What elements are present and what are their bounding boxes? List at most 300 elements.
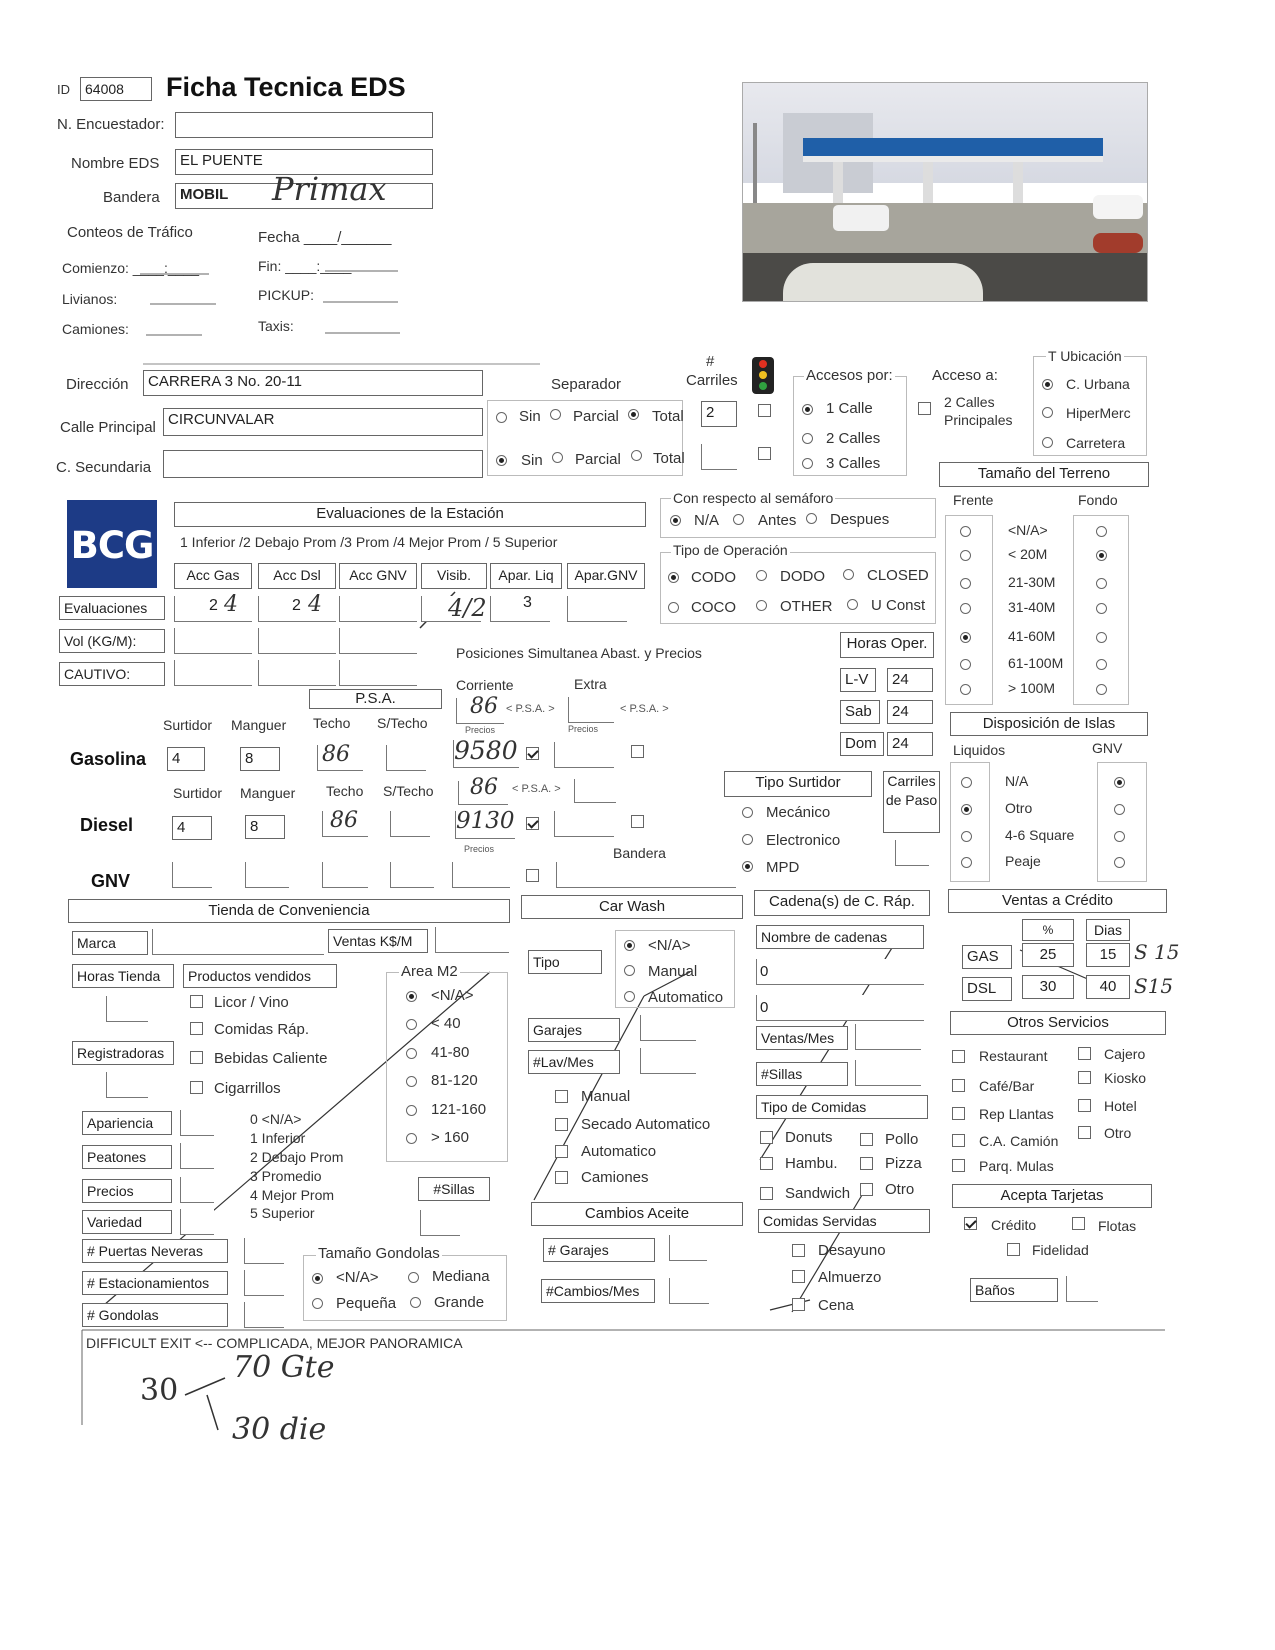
apariencia-field[interactable]	[180, 1110, 214, 1136]
tc-pizza-check[interactable]	[860, 1157, 873, 1170]
gas-corriente-precio-handwritten: 9580	[454, 736, 518, 765]
eval-col-2: Acc GNV	[339, 563, 417, 589]
prod-comidas-check[interactable]	[190, 1022, 203, 1035]
area-radio-0[interactable]	[406, 991, 417, 1002]
cambios-mes-field[interactable]	[669, 1278, 709, 1304]
tienda-marca-field[interactable]	[152, 929, 324, 955]
ubicacion-hipermerc-label: HiperMerc	[1066, 405, 1131, 421]
horas-lv-field[interactable]: 24	[887, 668, 933, 692]
tienda-scale-4: 4 Mejor Prom	[250, 1187, 335, 1203]
acceso-a-check[interactable]	[918, 402, 931, 415]
tc-hambu-label: Hambu.	[785, 1155, 838, 1172]
gnv-check[interactable]	[526, 869, 539, 882]
horas-sab-field[interactable]: 24	[887, 700, 933, 724]
secundaria-parcial-radio[interactable]	[552, 452, 563, 463]
principal-sin-label: Sin	[519, 408, 541, 425]
carriles-label: Carriles	[686, 372, 738, 389]
tarjeta-fidelidad-check[interactable]	[1007, 1243, 1020, 1256]
prod-cigarrillos-check[interactable]	[190, 1081, 203, 1094]
dsl-extra-precio-field[interactable]	[554, 811, 614, 837]
horas-dom-field[interactable]: 24	[887, 732, 933, 756]
area-label-0: <N/A>	[431, 987, 474, 1004]
accesos-3-radio[interactable]	[802, 458, 813, 469]
horas-dom-label: Dom	[840, 732, 884, 756]
carriles-paso-title: Carriles de Paso	[883, 771, 940, 833]
cw-automatico-check[interactable]	[555, 1145, 568, 1158]
nombre-label: Nombre EDS	[71, 155, 160, 172]
srv-restaurant-check[interactable]	[952, 1050, 965, 1063]
srv-camion-check[interactable]	[952, 1134, 965, 1147]
op-uconst-radio[interactable]	[847, 599, 858, 610]
calle-principal-field[interactable]: CIRCUNVALAR	[163, 408, 483, 436]
eval-cell-2-2[interactable]	[339, 660, 417, 686]
calle-secundaria-label: C. Secundaria	[56, 459, 152, 476]
op-coco-label: COCO	[691, 599, 736, 616]
islas-row-label-3: Peaje	[1005, 853, 1041, 869]
gond-na-radio[interactable]	[312, 1273, 323, 1284]
direccion-field[interactable]: CARRERA 3 No. 20-11	[143, 370, 483, 396]
cw-secado-label: Secado Automatico	[581, 1116, 711, 1133]
tienda-ventas-field[interactable]	[435, 927, 509, 953]
gnv-manguer-field[interactable]	[245, 862, 289, 888]
evaluaciones-scale: 1 Inferior /2 Debajo Prom /3 Prom /4 Mejor Prom / 5 Superior	[180, 534, 558, 550]
dsl-surtidor-field[interactable]: 4	[172, 816, 212, 840]
ubicacion-hipermerc-radio[interactable]	[1042, 407, 1053, 418]
surtidor-mpd-label: MPD	[766, 859, 800, 876]
tarjeta-flotas-check[interactable]	[1072, 1217, 1085, 1230]
gnv-label: GNV	[91, 871, 131, 891]
eval-cell-1-2[interactable]	[339, 628, 417, 654]
terreno-frente-radio-3[interactable]	[960, 603, 971, 614]
gnv-techo-field[interactable]	[322, 862, 368, 888]
accesos-title: Accesos por:	[806, 367, 893, 384]
encuestador-label: N. Encuestador:	[57, 116, 165, 133]
srv-mulas-check[interactable]	[952, 1159, 965, 1172]
gas-corriente-psa-tag: < P.S.A. >	[506, 703, 555, 715]
cambios-title: Cambios Aceite	[531, 1202, 743, 1226]
cadena-nombre-2-field[interactable]: 0	[756, 995, 924, 1021]
op-uconst-label: U Const	[871, 597, 926, 614]
camiones-label: Camiones:	[62, 321, 129, 337]
cautivo-row-label: CAUTIVO:	[59, 662, 165, 686]
gas-extra-psa-field[interactable]	[568, 697, 614, 723]
cw-camiones-check[interactable]	[555, 1171, 568, 1184]
eval-cell-2-0[interactable]	[174, 660, 252, 686]
credito-dsl-dias-field[interactable]: 40	[1086, 975, 1130, 999]
gas-manguer-field[interactable]: 8	[240, 747, 280, 771]
lav-mes-field[interactable]	[640, 1048, 696, 1074]
cs-desayuno-check[interactable]	[792, 1244, 805, 1257]
islas-title: Disposición de Islas	[950, 712, 1148, 736]
terreno-frente-radio-5[interactable]	[960, 659, 971, 670]
islas-liq-radio-0[interactable]	[961, 777, 972, 788]
surtidor-mecanico-radio[interactable]	[742, 807, 753, 818]
srv-mulas-label: Parq. Mulas	[979, 1158, 1054, 1174]
nombre-field[interactable]: EL PUENTE	[175, 149, 433, 175]
secundaria-sin-label: Sin	[521, 452, 543, 469]
dsl-corriente-precio-handwritten: 9130	[456, 808, 515, 834]
credito-gas-dias-field[interactable]: 15	[1086, 943, 1130, 967]
tipo-surtidor-title: Tipo Surtidor	[724, 771, 872, 797]
terreno-fondo-radio-2[interactable]	[1096, 578, 1107, 589]
semaforo-na-label: N/A	[694, 512, 720, 529]
eval-col-0: Acc Gas	[174, 563, 252, 589]
semaforo-antes-radio[interactable]	[733, 514, 744, 525]
credito-pct-label: %	[1022, 919, 1074, 941]
carwash-manual-radio[interactable]	[624, 965, 635, 976]
estacionamientos-label: # Estacionamientos	[82, 1271, 228, 1295]
terreno-frente-radio-2[interactable]	[960, 578, 971, 589]
credito-dsl-pct-field[interactable]: 30	[1022, 975, 1074, 999]
srv-hotel-check[interactable]	[1078, 1099, 1091, 1112]
carwash-automatico-radio[interactable]	[624, 991, 635, 1002]
tienda-sillas-field[interactable]	[420, 1210, 460, 1236]
accesos-2-label: 2 Calles	[826, 430, 881, 447]
credito-dias-label: Dias	[1086, 919, 1130, 941]
cs-almuerzo-label: Almuerzo	[818, 1269, 882, 1286]
gnv-surtidor-field[interactable]	[172, 862, 212, 888]
surtidor-mecanico-label: Mecánico	[766, 804, 831, 821]
op-dodo-radio[interactable]	[756, 570, 767, 581]
calle-secundaria-field[interactable]	[163, 450, 483, 478]
credito-gas-pct-field[interactable]: 25	[1022, 943, 1074, 967]
tarjeta-credito-check[interactable]	[964, 1217, 977, 1230]
tienda-scale-2: 2 Debajo Prom	[250, 1149, 344, 1165]
accesos-2-radio[interactable]	[802, 433, 813, 444]
area-label-5: > 160	[431, 1129, 469, 1146]
op-codo-radio[interactable]	[668, 572, 679, 583]
evaluaciones-row-label: Evaluaciones	[59, 596, 165, 620]
id-field[interactable]: 64008	[80, 77, 152, 101]
terreno-fondo-radio-0[interactable]	[1096, 526, 1107, 537]
principal-total-label: Total	[652, 408, 684, 425]
eval-col-4: Apar. Liq	[490, 563, 562, 589]
terreno-fondo-radio-5[interactable]	[1096, 659, 1107, 670]
precios-field[interactable]	[180, 1177, 214, 1203]
dsl-manguer-field[interactable]: 8	[245, 815, 285, 839]
terreno-fondo-radio-3[interactable]	[1096, 603, 1107, 614]
terreno-fondo-radio-6[interactable]	[1096, 684, 1107, 695]
dsl-corriente-check[interactable]	[526, 817, 539, 830]
srv-llantas-check[interactable]	[952, 1107, 965, 1120]
notes-text: DIFFICULT EXIT <-- COMPLICADA, MEJOR PANORAMICA	[86, 1335, 463, 1351]
gond-na-label: <N/A>	[336, 1269, 379, 1286]
cs-cena-check[interactable]	[792, 1298, 805, 1311]
credito-gas-label: GAS	[962, 945, 1012, 969]
carwash-na-label: <N/A>	[648, 937, 691, 954]
dsl-techo-label: Techo	[326, 783, 364, 799]
islas-liq-label: Liquidos	[953, 742, 1006, 758]
op-closed-label: CLOSED	[867, 567, 929, 584]
gnv-stecho-field[interactable]	[390, 862, 434, 888]
islas-row-label-2: 4-6 Square	[1005, 827, 1075, 843]
acceso-a-label: 2 Calles Principales	[944, 394, 1013, 428]
taxis-label: Taxis:	[258, 318, 294, 334]
tienda-scale-5: 5 Superior	[250, 1205, 315, 1221]
notes-hand-30: 30	[140, 1373, 179, 1408]
acc-gas-value: 2	[209, 597, 218, 614]
dsl-extra-psa-field[interactable]	[574, 779, 616, 803]
dsl-stecho-field[interactable]	[390, 811, 430, 837]
acc-dsl-handwritten: 4	[308, 592, 322, 617]
diesel-label: Diesel	[80, 815, 134, 835]
islas-gnv-label: GNV	[1092, 740, 1123, 756]
surtidor-mpd-radio[interactable]	[742, 861, 753, 872]
carriles-secundaria-field[interactable]	[701, 444, 737, 470]
acc-dsl-value: 2	[292, 597, 301, 614]
gond-grande-radio[interactable]	[410, 1297, 421, 1308]
op-other-radio[interactable]	[756, 600, 767, 611]
dsl-techo-handwritten: 86	[330, 808, 358, 833]
cs-cena-label: Cena	[818, 1297, 854, 1314]
bandera-label: Bandera	[103, 189, 160, 206]
terreno-frente-radio-4[interactable]	[960, 632, 971, 643]
terreno-fondo-label: Fondo	[1078, 492, 1118, 508]
cadena-nombre-label: Nombre de cadenas	[756, 925, 924, 949]
garajes-label: Garajes	[528, 1018, 620, 1042]
srv-cafe-label: Café/Bar	[979, 1078, 1035, 1094]
terreno-fondo-radio-4[interactable]	[1096, 632, 1107, 643]
tienda-title: Tienda de Conveniencia	[68, 899, 510, 923]
id-label: ID	[57, 82, 70, 97]
ubicacion-urbana-label: C. Urbana	[1066, 376, 1130, 392]
horas-sab-label: Sab	[840, 700, 880, 724]
accesos-1-radio[interactable]	[802, 404, 813, 415]
eval-cell-0-2[interactable]	[339, 596, 417, 622]
carriles-principal-field[interactable]: 2	[701, 401, 737, 427]
terreno-fondo-radio-1[interactable]	[1096, 550, 1107, 561]
gond-mediana-radio[interactable]	[408, 1272, 419, 1283]
carriles-principal-check[interactable]	[758, 404, 771, 417]
banos-field[interactable]	[1066, 1276, 1098, 1302]
islas-liq-radio-2[interactable]	[961, 831, 972, 842]
tam-gondolas-group	[303, 1255, 507, 1321]
principal-sin-radio[interactable]	[496, 412, 507, 423]
islas-gnv-radio-3[interactable]	[1114, 857, 1125, 868]
islas-row-label-1: Otro	[1005, 800, 1033, 816]
productos-title: Productos vendidos	[183, 964, 337, 988]
cadena-nombre-1-field[interactable]: 0	[756, 959, 924, 985]
credito-title: Ventas a Crédito	[948, 889, 1167, 913]
horas-title: Horas Oper.	[840, 632, 934, 658]
area-radio-3[interactable]	[406, 1076, 417, 1087]
gas-extra-psa-tag: < P.S.A. >	[620, 703, 669, 715]
bcg-logo-text: BCG	[70, 524, 154, 567]
carriles-paso-field[interactable]	[895, 840, 929, 866]
puertas-label: # Puertas Neveras	[82, 1239, 228, 1263]
conteos-label: Conteos de Tráfico	[67, 224, 193, 241]
visib-handwritten: 4/2	[448, 594, 487, 622]
tc-sandwich-check[interactable]	[760, 1187, 773, 1200]
variedad-label: Variedad	[82, 1210, 172, 1234]
peatones-field[interactable]	[180, 1143, 214, 1169]
islas-row-label-0: N/A	[1005, 773, 1029, 789]
cambios-garajes-field[interactable]	[669, 1235, 707, 1261]
terreno-frente-radio-6[interactable]	[960, 684, 971, 695]
gnv-bandera-field[interactable]	[556, 862, 736, 888]
area-radio-4[interactable]	[406, 1105, 417, 1116]
tc-donuts-label: Donuts	[785, 1129, 833, 1146]
semaforo-despues-label: Despues	[830, 511, 890, 528]
gas-stecho-field[interactable]	[386, 745, 426, 771]
acc-gas-handwritten: 4	[224, 592, 238, 617]
psa-header: P.S.A.	[309, 689, 442, 709]
dsl-corriente-psa-handwritten: 86	[470, 775, 498, 800]
apariencia-label: Apariencia	[82, 1111, 172, 1135]
islas-gnv-radio-0[interactable]	[1114, 777, 1125, 788]
ubicacion-urbana-radio[interactable]	[1042, 379, 1053, 390]
srv-cajero-check[interactable]	[1078, 1047, 1091, 1060]
srv-cajero-label: Cajero	[1104, 1046, 1146, 1062]
gas-extra-precio-field[interactable]	[554, 742, 614, 768]
horas-tienda-field[interactable]	[106, 996, 148, 1022]
cw-manual-check[interactable]	[555, 1090, 568, 1103]
gas-manguer-label: Manguer	[231, 717, 287, 733]
terreno-row-label-6: > 100M	[1008, 680, 1056, 696]
dsl-extra-check[interactable]	[631, 815, 644, 828]
eval-col-5: Apar.GNV	[567, 563, 645, 589]
tc-otro-label: Otro	[885, 1181, 915, 1198]
islas-liq-radio-1[interactable]	[961, 804, 972, 815]
prod-licor-check[interactable]	[190, 995, 203, 1008]
cs-almuerzo-check[interactable]	[792, 1270, 805, 1283]
area-radio-2[interactable]	[406, 1048, 417, 1059]
semaforo-na-radio[interactable]	[670, 515, 681, 526]
tienda-scale-0: 0 <N/A>	[250, 1111, 302, 1127]
tc-hambu-check[interactable]	[760, 1157, 773, 1170]
eval-cell-2-1[interactable]	[258, 660, 336, 686]
area-radio-1[interactable]	[406, 1019, 417, 1030]
carwash-na-radio[interactable]	[624, 940, 635, 951]
tarjeta-flotas-label: Flotas	[1098, 1218, 1137, 1234]
dsl-corriente-precios-tag: Precios	[464, 844, 495, 854]
secundaria-total-radio[interactable]	[631, 450, 642, 461]
terreno-row-label-4: 41-60M	[1008, 628, 1056, 644]
islas-gnv-radio-2[interactable]	[1114, 831, 1125, 842]
op-coco-radio[interactable]	[668, 602, 679, 613]
dsl-surtidor-label: Surtidor	[173, 785, 223, 801]
gas-extra-check[interactable]	[631, 745, 644, 758]
secundaria-total-label: Total	[653, 450, 685, 467]
eval-cell-0-5[interactable]	[567, 596, 627, 622]
cw-automatico-label: Automatico	[581, 1143, 657, 1160]
carwash-manual-label: Manual	[648, 963, 698, 980]
gas-extra-precios-tag: Precios	[568, 724, 599, 734]
srv-otro-label: Otro	[1104, 1125, 1132, 1141]
eval-cell-1-1[interactable]	[258, 628, 336, 654]
cw-secado-check[interactable]	[555, 1118, 568, 1131]
islas-liq-radio-3[interactable]	[961, 857, 972, 868]
semaforo-antes-label: Antes	[758, 512, 797, 529]
prod-bebidas-check[interactable]	[190, 1051, 203, 1064]
registradoras-field[interactable]	[106, 1072, 148, 1098]
credito-dsl-label: DSL	[962, 977, 1012, 1001]
area-label-3: 81-120	[431, 1072, 478, 1089]
srv-camion-label: C.A. Camión	[979, 1133, 1059, 1149]
bandera-field[interactable]: MOBIL	[175, 183, 433, 209]
cadena-title: Cadena(s) de C. Ráp.	[754, 890, 930, 916]
gondolas-field[interactable]	[244, 1302, 284, 1328]
gond-mediana-label: Mediana	[432, 1268, 490, 1285]
cambios-garajes-label: # Garajes	[543, 1238, 655, 1262]
srv-otro-check[interactable]	[1078, 1126, 1091, 1139]
registradoras-label: Registradoras	[72, 1041, 174, 1065]
gas-techo-handwritten: 86	[322, 742, 350, 767]
op-closed-radio[interactable]	[843, 569, 854, 580]
gond-pequena-radio[interactable]	[312, 1298, 323, 1309]
ubicacion-carretera-radio[interactable]	[1042, 437, 1053, 448]
srv-restaurant-label: Restaurant	[979, 1048, 1048, 1064]
gas-corriente-check[interactable]	[526, 747, 539, 760]
terreno-frente-radio-0[interactable]	[960, 526, 971, 537]
estacionamientos-field[interactable]	[244, 1270, 284, 1296]
eval-cell-1-0[interactable]	[174, 628, 252, 654]
horas-lv-label: L-V	[840, 668, 876, 692]
tc-pollo-label: Pollo	[885, 1131, 919, 1148]
fin-label: Fin: ____:____	[258, 258, 352, 274]
surtidor-electronico-radio[interactable]	[742, 834, 753, 845]
principal-total-radio[interactable]	[628, 409, 639, 420]
tarjetas-title: Acepta Tarjetas	[952, 1184, 1152, 1208]
tc-donuts-check[interactable]	[760, 1131, 773, 1144]
puertas-field[interactable]	[244, 1238, 284, 1264]
gond-pequena-label: Pequeña	[336, 1295, 397, 1312]
bcg-logo	[67, 500, 157, 588]
eval-cell-0-4[interactable]	[490, 596, 550, 622]
lav-mes-label: #Lav/Mes	[528, 1050, 620, 1074]
area-radio-5[interactable]	[406, 1133, 417, 1144]
cadena-sillas-field[interactable]	[855, 1060, 921, 1086]
semaforo-title: Con respecto al semáforo	[673, 490, 834, 506]
cw-camiones-label: Camiones	[581, 1169, 649, 1186]
corriente-label: Corriente	[456, 677, 514, 693]
srv-kiosko-check[interactable]	[1078, 1071, 1091, 1084]
cadena-sillas-label: #Sillas	[756, 1062, 848, 1086]
srv-cafe-check[interactable]	[952, 1079, 965, 1092]
gnv-precio-field[interactable]	[452, 862, 510, 888]
tienda-scale-1: 1 Inferior	[250, 1130, 306, 1146]
terreno-row-label-5: 61-100M	[1008, 655, 1064, 671]
servicios-title: Otros Servicios	[950, 1011, 1166, 1035]
cambios-mes-label: #Cambios/Mes	[541, 1279, 655, 1303]
ubicacion-title: T Ubicación	[1048, 348, 1122, 364]
gas-corriente-psa-handwritten: 86	[470, 694, 498, 719]
principal-parcial-radio[interactable]	[550, 409, 561, 420]
cadena-ventas-label: Ventas/Mes	[756, 1026, 848, 1050]
carriles-secundaria-check[interactable]	[758, 447, 771, 460]
tc-pollo-check[interactable]	[860, 1133, 873, 1146]
terreno-frente-label: Frente	[953, 492, 994, 508]
tienda-scale-3: 3 Promedio	[250, 1168, 322, 1184]
tam-gondolas-title: Tamaño Gondolas	[318, 1245, 440, 1262]
calle-principal-label: Calle Principal	[60, 419, 156, 436]
garajes-field[interactable]	[640, 1015, 696, 1041]
variedad-field[interactable]	[180, 1209, 214, 1235]
terreno-frente-radio-1[interactable]	[960, 550, 971, 561]
dsl-manguer-label: Manguer	[240, 785, 296, 801]
tc-otro-check[interactable]	[860, 1183, 873, 1196]
tienda-sillas-label: #Sillas	[418, 1177, 490, 1201]
prod-cigarrillos-label: Cigarrillos	[214, 1080, 281, 1097]
area-label-2: 41-80	[431, 1044, 470, 1061]
gas-surtidor-field[interactable]: 4	[167, 747, 205, 771]
srv-llantas-label: Rep Llantas	[979, 1106, 1054, 1122]
semaforo-despues-radio[interactable]	[806, 513, 817, 524]
secundaria-sin-radio[interactable]	[496, 455, 507, 466]
area-title: Area M2	[401, 963, 458, 980]
islas-gnv-radio-1[interactable]	[1114, 804, 1125, 815]
cadena-ventas-field[interactable]	[855, 1024, 921, 1050]
